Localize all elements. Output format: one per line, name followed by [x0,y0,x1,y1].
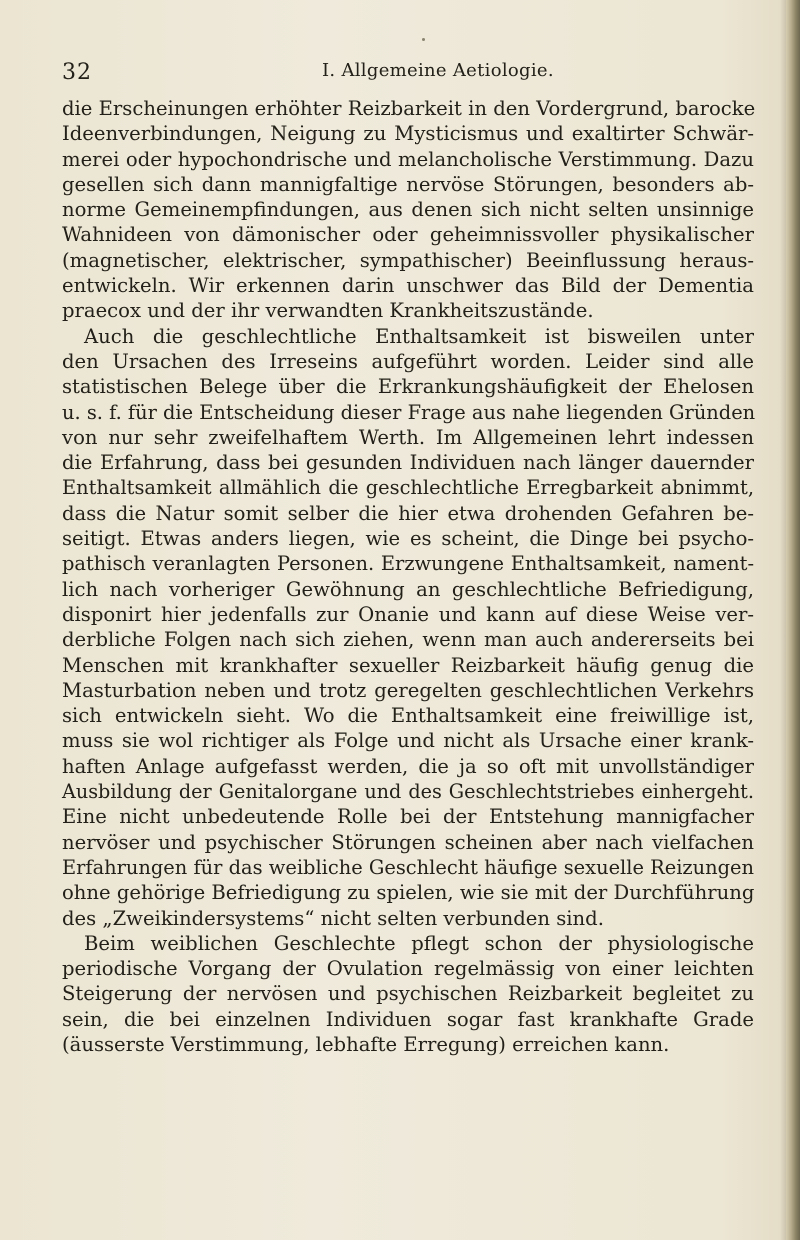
text-line: lich nach vorheriger Gewöhnung an geschlechtliche Befriedigung, [62,577,754,601]
text-line: disponirt hier jedenfalls zur Onanie und kann auf diese Weise ver- [62,602,754,626]
text-line: Ideenverbindungen, Neigung zu Mysticismus und exaltirter Schwär- [62,122,754,146]
text-line: (äusserste Verstimmung, lebhafte Erregung) erreichen kann. [62,1032,670,1056]
text-line: norme Gemeinempfindungen, aus denen sich nicht selten unsinnige [62,198,754,222]
text-line: merei oder hypochondrische und melancholische Verstimmung. Dazu [62,147,754,171]
text-line: Erfahrungen für das weibliche Geschlecht häufige sexuelle Reizungen [62,855,754,879]
text-line: Beim weiblichen Geschlechte pflegt schon der physiologische [84,931,754,955]
text-line: dass die Natur somit selber die hier etwa drohenden Gefahren be- [62,501,754,525]
text-line: Auch die geschlechtliche Enthaltsamkeit ist bisweilen unter [84,324,754,348]
page-number: 32 [62,60,92,85]
text-line: praecox und der ihr verwandten Krankheitszustände. [62,299,594,323]
text-line: die Erfahrung, dass bei gesunden Individuen nach länger dauernder [62,451,754,475]
text-line: haften Anlage aufgefasst werden, die ja so oft mit unvollständiger [62,754,754,778]
text-line: ohne gehörige Befriedigung zu spielen, wie sie mit der Durchführung [62,881,755,905]
text-line: Eine nicht unbedeutende Rolle bei der Entstehung mannigfacher [62,805,754,829]
text-line: statistischen Belege über die Erkrankungshäufigkeit der Ehelosen [62,375,754,399]
text-line: Steigerung der nervösen und psychischen Reizbarkeit begleitet zu [62,982,754,1006]
text-line: muss sie wol richtiger als Folge und nicht als Ursache einer krank- [62,729,754,753]
body-text [62,96,754,1057]
text-line: Ausbildung der Genitalorgane und des Geschlechtstriebes einhergeht. [62,780,754,804]
text-line: Masturbation neben und trotz geregelten geschlechtlichen Verkehrs [62,678,754,702]
page-edge [786,0,800,1240]
text-line: von nur sehr zweifelhaftem Werth. Im Allgemeinen lehrt indessen [62,425,754,449]
text-line: des „Zweikindersystems“ nicht selten verbunden sind. [62,906,604,930]
text-line: pathisch veranlagten Personen. Erzwungene Enthaltsamkeit, nament- [62,552,754,576]
text-line: periodische Vorgang der Ovulation regelmässig von einer leichten [62,957,754,981]
text-line: u. s. f. für die Entscheidung dieser Frage aus nahe liegenden Gründen [62,400,756,424]
text-line: die Erscheinungen erhöhter Reizbarkeit in den Vordergrund, barocke [62,97,756,120]
text-line: entwickeln. Wir erkennen darin unschwer das Bild der Dementia [62,274,754,298]
text-line: gesellen sich dann mannigfaltige nervöse Störungen, besonders ab- [62,172,754,196]
print-speck [422,38,425,41]
text-line: Menschen mit krankhafter sexueller Reizbarkeit häufig genug die [62,653,754,677]
text-line: nervöser und psychischer Störungen scheinen aber nach vielfachen [62,830,754,854]
text-line: den Ursachen des Irreseins aufgeführt worden. Leider sind alle [62,349,754,373]
text-line: Enthaltsamkeit allmählich die geschlechtliche Erregbarkeit abnimmt, [62,476,754,500]
page-header [62,60,752,90]
text-line: derbliche Folgen nach sich ziehen, wenn man auch andererseits bei [62,628,754,652]
text-line: (magnetischer, elektrischer, sympathischer) Beeinflussung heraus- [62,248,754,272]
text-line: sich entwickeln sieht. Wo die Enthaltsamkeit eine freiwillige ist, [62,704,754,728]
running-head: I. Allgemeine Aetiologie. [322,60,554,81]
text-line: seitigt. Etwas anders liegen, wie es scheint, die Dinge bei psycho- [62,527,754,551]
text-line: Wahnideen von dämonischer oder geheimnissvoller physikalischer [62,223,754,247]
text-line: sein, die bei einzelnen Individuen sogar fast krankhafte Grade [62,1007,754,1031]
